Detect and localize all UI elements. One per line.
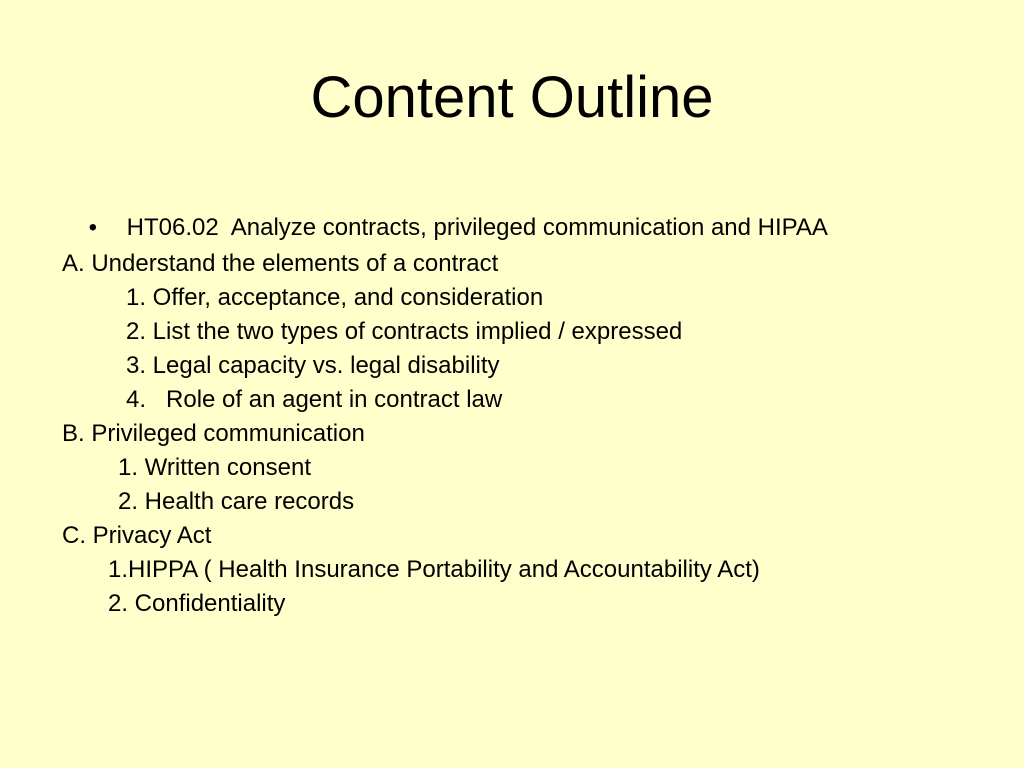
outline-item-c2: 2. Confidentiality <box>108 590 286 617</box>
outline-heading-b: B. Privileged communication <box>62 420 365 447</box>
slide-title: Content Outline <box>310 65 714 130</box>
outline-item-a3: 3. Legal capacity vs. legal disability <box>126 352 500 379</box>
bullet-marker: • <box>88 214 98 241</box>
outline-item-b1: 1. Written consent <box>118 454 311 481</box>
outline-heading-c: C. Privacy Act <box>62 522 212 549</box>
outline-item-c1: 1.HIPPA ( Health Insurance Portability and Accountability Act) <box>108 556 760 583</box>
outline-heading-a: A. Understand the elements of a contract <box>62 250 499 277</box>
outline-item-a4: 4. Role of an agent in contract law <box>126 386 503 413</box>
outline-item-a2: 2. List the two types of contracts implied / expressed <box>126 318 683 345</box>
objective-text: HT06.02 Analyze contracts, privileged communication and HIPAA <box>126 214 828 241</box>
outline-item-a1: 1. Offer, acceptance, and consideration <box>126 284 544 311</box>
outline-item-b2: 2. Health care records <box>118 488 355 515</box>
